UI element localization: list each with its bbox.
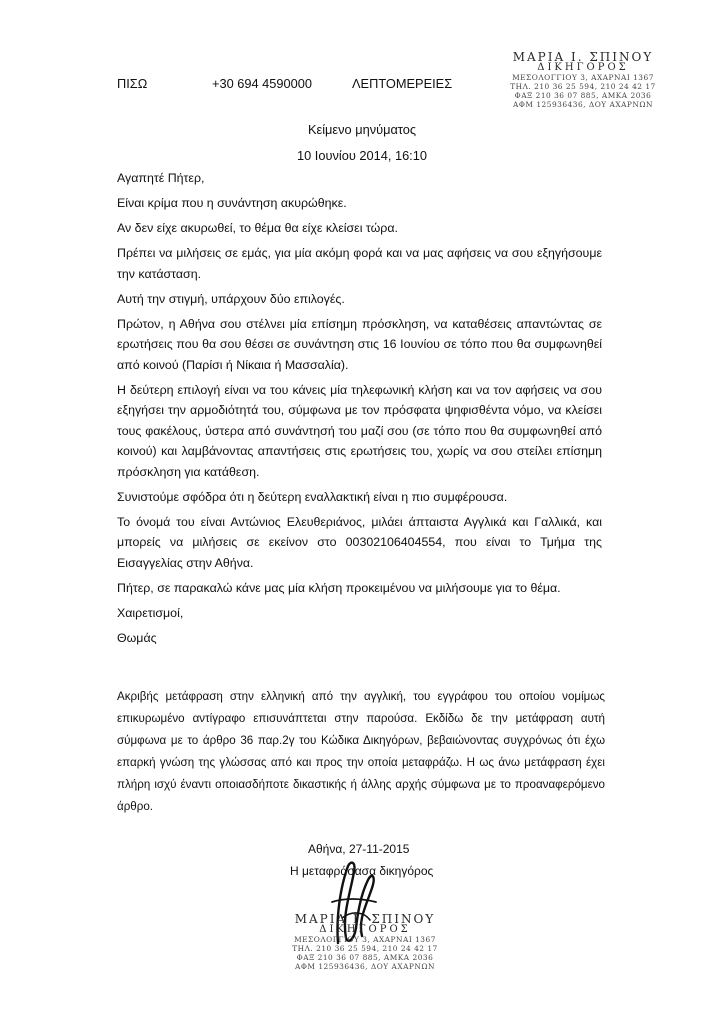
signature-role: Η μεταφράσασα δικηγόρος — [290, 864, 434, 878]
message-paragraph: Πήτερ, σε παρακαλώ κάνε μας μία κλήση προκειμένου να μιλήσουμε για το θέμα. — [117, 580, 561, 595]
stamp-line: ΦΑΞ 210 36 07 885, ΑΜΚΑ 2036 — [514, 91, 652, 100]
message-paragraph: Αν δεν είχε ακυρωθεί, το θέμα θα είχε κλείσει τώρα. — [117, 221, 398, 235]
stamp-title: ΔΙΚΗΓΟΡΟΣ — [537, 62, 629, 73]
stamp-line: ΤΗΛ. 210 36 25 594, 210 24 42 17 — [292, 944, 438, 953]
lawyer-stamp-bottom — [280, 912, 450, 971]
message-header: Κείμενο μηνύματος — [307, 122, 417, 137]
message-datetime: 10 Ιουνίου 2014, 16:10 — [297, 148, 427, 163]
stamp-line: ΑΦΜ 125936436, ΔΟΥ ΑΧΑΡΝΩΝ — [513, 100, 653, 109]
back-button[interactable]: ΠΙΣΩ — [117, 76, 148, 91]
stamp-line: ΜΕΣΟΛΟΓΓΙΟΥ 3, ΑΧΑΡΝΑΙ 1367 — [294, 935, 436, 944]
stamp-name: ΜΑΡΙΑ Ι. ΣΠΙΝΟΥ — [512, 50, 654, 64]
signoff: Θωμάς — [117, 630, 157, 645]
message-paragraph: Η δεύτερη επιλογή είναι να του κάνεις μία τηλεφωνική κλήση και να τον αφήσεις να σου εξηγήσει την αρμοδιότητά του, σύμφωνα με τον πρόσφατα ψηφισθέντα νόμο, να κλείσει τους φακέλους, ύστερα από συνάντησή του μαζί σου (σε τόπο που θα συμφωνηθεί από κοινού) και λαμβάνοντας απαντήσεις στις ερωτήσεις του, χωρίς να σου στείλει επίσημη πρόσκληση για κατάθεση. — [117, 382, 602, 479]
stamp-line: ΑΦΜ 125936436, ΔΟΥ ΑΧΑΡΝΩΝ — [295, 962, 435, 971]
signature-place-date: Αθήνα, 27-11-2015 — [308, 842, 410, 856]
stamp-line: ΜΕΣΟΛΟΓΓΙΟΥ 3, ΑΧΑΡΝΑΙ 1367 — [512, 73, 654, 82]
message-paragraph: Αυτή την στιγμή, υπάρχουν δύο επιλογές. — [117, 291, 345, 306]
stamp-name: ΜΑΡΙΑ Ι. ΣΠΙΝΟΥ — [294, 912, 436, 926]
stamp-line: ΦΑΞ 210 36 07 885, ΑΜΚΑ 2036 — [296, 953, 434, 962]
details-button[interactable]: ΛΕΠΤΟΜΕΡΕΙΕΣ — [352, 76, 453, 91]
message-paragraph: Το όνομά του είναι Αντώνιος Ελευθεριάνος, μιλάει άπταιστα Αγγλικά και Γαλλικά, και μπορείς να μιλήσεις σε εκείνον στο 00302106404554, που είναι το Τμήμα της Εισαγγελίας στην Αθήνα. — [117, 514, 602, 570]
message-nav-bar — [0, 76, 480, 96]
stamp-line: ΤΗΛ. 210 36 25 594, 210 24 42 17 — [510, 82, 656, 91]
message-paragraph: Πρέπει να μιλήσεις σε εμάς, για μία ακόμη φορά και να μας αφήσεις να σου εξηγήσουμε την κατάσταση. — [117, 246, 602, 281]
lawyer-stamp-top — [498, 50, 668, 109]
message-paragraph: Συνιστούμε σφόδρα ότι η δεύτερη εναλλακτική είναι η πιο συμφέρουσα. — [117, 489, 508, 504]
greeting: Αγαπητέ Πήτερ, — [117, 171, 205, 185]
translation-certification: Ακριβής μετάφραση στην ελληνική από την αγγλική, του εγγράφου του οποίου νομίμως επικυρωμένο αντίγραφο επισυνάπτεται στην παρούσα. Εκδίδω δε την μετάφραση αυτή σύμφωνα με το άρθρο 36 παρ.2γ του Κώδικα Δικηγόρων, βεβαιώνοντας συγχρόνως ότι έχω επαρκή γνώση της γλώσσας από και προς την οποία μεταφράζω. Η ως άνω μετάφραση έχει πλήρη ισχύ έναντι οποιασδήποτε δικαστικής ή άλλης αρχής σύμφωνα με το προαναφερόμενο άρθρο. — [117, 690, 605, 813]
message-body — [117, 168, 602, 648]
sender-phone[interactable]: +30 694 4590000 — [212, 76, 312, 91]
stamp-title: ΔΙΚΗΓΟΡΟΣ — [319, 924, 411, 935]
message-paragraph: Είναι κρίμα που η συνάντηση ακυρώθηκε. — [117, 196, 347, 210]
message-paragraph: Πρώτον, η Αθήνα σου στέλνει μία επίσημη πρόσκληση, να καταθέσεις απαντώντας σε ερωτήσεις που θα σου θέσει σε συνάντηση στις 16 Ιουνίου σε τόπο που θα συμφωνηθεί από κοινού (Παρίσι ή Νίκαια ή Μασσαλία). — [117, 316, 602, 372]
closing: Χαιρετισμοί, — [117, 605, 184, 620]
